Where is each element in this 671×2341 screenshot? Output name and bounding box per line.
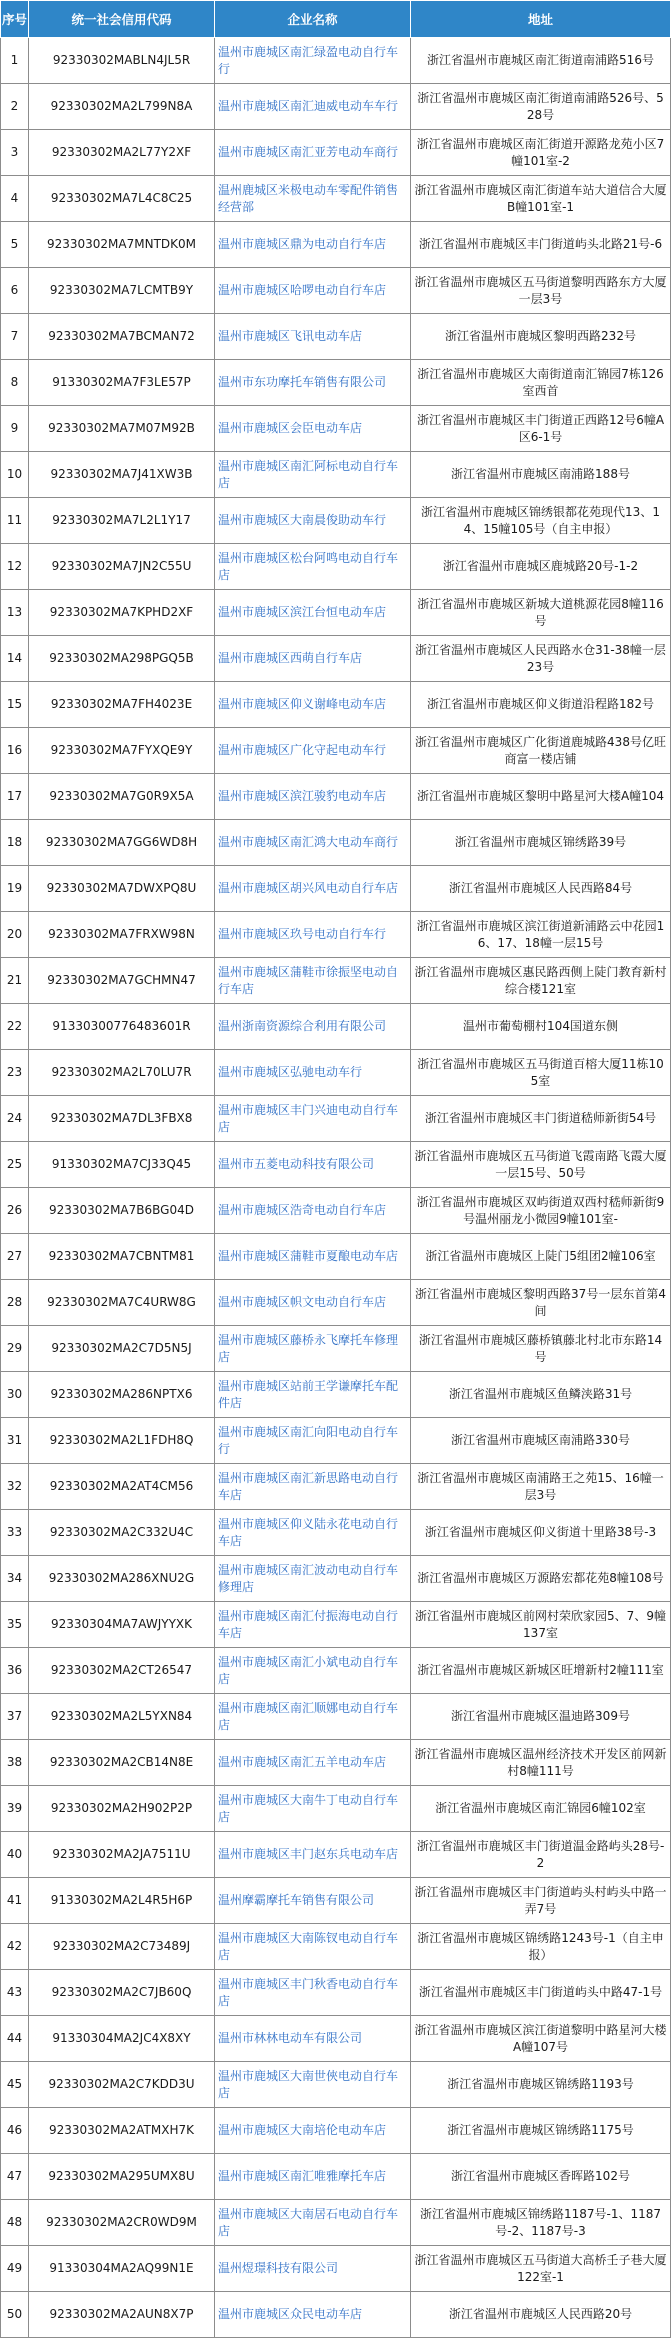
table-row [1,1556,671,1602]
company-name-link[interactable]: 温州市鹿城区滨江台恒电动车店 [215,590,411,636]
credit-code-cell: 92330302MA2L5YXN84 [29,1694,215,1740]
row-index-cell: 39 [1,1786,29,1832]
table-row [1,1372,671,1418]
address-cell: 浙江省温州市鹿城区仰义街道沿程路182号 [411,682,671,728]
credit-code-cell: 92330302MA7GG6WD8H [29,820,215,866]
address-cell: 浙江省温州市鹿城区五马街道百榕大厦11栋105室 [411,1050,671,1096]
row-index-cell: 4 [1,176,29,222]
credit-code-cell: 92330302MA2JA7511U [29,1832,215,1878]
company-name-link[interactable]: 温州市鹿城区胡兴风电动自行车店 [215,866,411,912]
company-name-link[interactable]: 温州市鹿城区玖号电动自行车行 [215,912,411,958]
row-index-cell: 30 [1,1372,29,1418]
table-row [1,2246,671,2292]
row-index-cell: 41 [1,1878,29,1924]
company-name-link[interactable]: 温州市鹿城区飞讯电动车店 [215,314,411,360]
address-cell: 浙江省温州市鹿城区南汇街道南浦路526号、528号 [411,84,671,130]
row-index-cell: 37 [1,1694,29,1740]
table-row [1,84,671,130]
row-index-cell: 44 [1,2016,29,2062]
row-index-cell: 46 [1,2108,29,2154]
table-body [1,38,671,2338]
table-row [1,1326,671,1372]
address-cell: 浙江省温州市鹿城区藤桥镇藤北村北市东路14号 [411,1326,671,1372]
row-index-cell: 14 [1,636,29,682]
address-cell: 浙江省温州市鹿城区黎明西路232号 [411,314,671,360]
row-index-cell: 17 [1,774,29,820]
header-company-name: 企业名称 [215,1,411,38]
row-index-cell: 35 [1,1602,29,1648]
row-index-cell: 26 [1,1188,29,1234]
address-cell: 温州市葡萄棚村104国道东侧 [411,1004,671,1050]
row-index-cell: 34 [1,1556,29,1602]
credit-code-cell: 92330302MA2L70LU7R [29,1050,215,1096]
address-cell: 浙江省温州市鹿城区温州经济技术开发区前网新村8幢111号 [411,1740,671,1786]
row-index-cell: 12 [1,544,29,590]
company-name-link[interactable]: 温州市鹿城区大南世俠电动自行车店 [215,2062,411,2108]
row-index-cell: 23 [1,1050,29,1096]
company-name-link[interactable]: 温州市鹿城区藤桥永飞摩托车修理店 [215,1326,411,1372]
company-name-link[interactable]: 温州市林林电动车有限公司 [215,2016,411,2062]
address-cell: 浙江省温州市鹿城区鱼鳞浃路31号 [411,1372,671,1418]
table-row [1,1234,671,1280]
table-row [1,1878,671,1924]
address-cell: 浙江省温州市鹿城区锦绣路1193号 [411,2062,671,2108]
table-row [1,2062,671,2108]
row-index-cell: 20 [1,912,29,958]
credit-code-cell: 92330302MA298PGQ5B [29,636,215,682]
company-name-link[interactable]: 温州市鹿城区西萌自行车店 [215,636,411,682]
company-name-link[interactable]: 温州市鹿城区南汇顺娜电动自行车店 [215,1694,411,1740]
row-index-cell: 5 [1,222,29,268]
address-cell: 浙江省温州市鹿城区五马街道黎明西路东方大厦一层3号 [411,268,671,314]
row-index-cell: 10 [1,452,29,498]
company-name-link[interactable]: 温州市鹿城区南汇鸿大电动车商行 [215,820,411,866]
credit-code-cell: 92330302MA2CB14N8E [29,1740,215,1786]
credit-code-cell: 92330302MA2H902P2P [29,1786,215,1832]
credit-code-cell: 92330302MA7FYXQE9Y [29,728,215,774]
address-cell: 浙江省温州市鹿城区五马街道大高桥壬子巷大厦122室-1 [411,2246,671,2292]
row-index-cell: 48 [1,2200,29,2246]
address-cell: 浙江省温州市鹿城区锦绣银都花苑现代13、14、15幢105号（自主申报） [411,498,671,544]
company-name-link[interactable]: 温州摩霸摩托车销售有限公司 [215,1878,411,1924]
credit-code-cell: 92330302MA7MNTDK0M [29,222,215,268]
company-name-link[interactable]: 温州市鹿城区帜文电动自行车店 [215,1280,411,1326]
address-cell: 浙江省温州市鹿城区新城区旺增新村2幢111室 [411,1648,671,1694]
credit-code-cell: 92330302MA2C7KDD3U [29,2062,215,2108]
credit-code-cell: 92330302MA7G0R9X5A [29,774,215,820]
address-cell: 浙江省温州市鹿城区锦绣路39号 [411,820,671,866]
table-row [1,2200,671,2246]
credit-code-cell: 91330302MA7F3LE57P [29,360,215,406]
credit-code-cell: 92330302MA7DL3FBX8 [29,1096,215,1142]
header-address: 地址 [411,1,671,38]
table-row [1,866,671,912]
company-name-link[interactable]: 温州市鹿城区南汇五羊电动车店 [215,1740,411,1786]
address-cell: 浙江省温州市鹿城区丰门街道屿头北路21号-6 [411,222,671,268]
address-cell: 浙江省温州市鹿城区南浦路330号 [411,1418,671,1464]
company-name-link[interactable]: 温州市鹿城区浩奇电动自行车店 [215,1188,411,1234]
row-index-cell: 22 [1,1004,29,1050]
row-index-cell: 33 [1,1510,29,1556]
credit-code-cell: 92330302MA7B6BG04D [29,1188,215,1234]
table-row [1,774,671,820]
header-credit-code: 统一社会信用代码 [29,1,215,38]
table-row [1,1418,671,1464]
company-name-link[interactable]: 温州市鹿城区松台阿鸣电动自行车店 [215,544,411,590]
table-row [1,38,671,84]
address-cell: 浙江省温州市鹿城区广化街道鹿城路438号亿旺商富一楼店铺 [411,728,671,774]
company-name-link[interactable]: 温州市鹿城区众民电动车店 [215,2292,411,2338]
row-index-cell: 6 [1,268,29,314]
credit-code-cell: 91330302MA7CJ33Q45 [29,1142,215,1188]
address-cell: 浙江省温州市鹿城区温迪路309号 [411,1694,671,1740]
row-index-cell: 43 [1,1970,29,2016]
company-name-link[interactable]: 温州市鹿城区丰门秋香电动自行车店 [215,1970,411,2016]
table-row [1,682,671,728]
row-index-cell: 1 [1,38,29,84]
table-row [1,452,671,498]
table-row [1,2016,671,2062]
address-cell: 浙江省温州市鹿城区丰门街道屿头村屿头中路一弄7号 [411,1878,671,1924]
credit-code-cell: 92330302MA7FH4023E [29,682,215,728]
company-name-link[interactable]: 温州市鹿城区仰义陆永花电动自行车店 [215,1510,411,1556]
table-row [1,1970,671,2016]
table-row [1,1280,671,1326]
table-row [1,1050,671,1096]
company-name-link[interactable]: 温州浙南资源综合利用有限公司 [215,1004,411,1050]
credit-code-cell: 91330300776483601R [29,1004,215,1050]
table-row [1,2292,671,2338]
table-row [1,130,671,176]
table-row [1,1648,671,1694]
row-index-cell: 9 [1,406,29,452]
credit-code-cell: 92330302MA2C7JB60Q [29,1970,215,2016]
row-index-cell: 7 [1,314,29,360]
header-index: 序号 [1,1,29,38]
company-name-link[interactable]: 温州市鹿城区丰门兴迪电动自行车店 [215,1096,411,1142]
row-index-cell: 29 [1,1326,29,1372]
row-index-cell: 15 [1,682,29,728]
row-index-cell: 19 [1,866,29,912]
table-row [1,498,671,544]
address-cell: 浙江省温州市鹿城区南汇街道车站大道信合大厦B幢101室-1 [411,176,671,222]
row-index-cell: 11 [1,498,29,544]
credit-code-cell: 92330302MA2C332U4C [29,1510,215,1556]
address-cell: 浙江省温州市鹿城区南汇锦园6幢102室 [411,1786,671,1832]
row-index-cell: 38 [1,1740,29,1786]
table-row [1,912,671,958]
company-name-link[interactable]: 温州市鹿城区南汇阿标电动自行车店 [215,452,411,498]
table-row [1,1786,671,1832]
company-name-link[interactable]: 温州市鹿城区南汇亚芳电动车商行 [215,130,411,176]
company-name-link[interactable]: 温州市鹿城区仰义谢峰电动车店 [215,682,411,728]
address-cell: 浙江省温州市鹿城区人民西路20号 [411,2292,671,2338]
credit-code-cell: 92330302MA2CR0WD9M [29,2200,215,2246]
credit-code-cell: 92330302MA7J41XW3B [29,452,215,498]
table-row [1,590,671,636]
table-row [1,1602,671,1648]
company-name-link[interactable]: 温州市鹿城区弘驰电动车行 [215,1050,411,1096]
address-cell: 浙江省温州市鹿城区南浦路王之苑15、16幢一层3号 [411,1464,671,1510]
table-row [1,544,671,590]
row-index-cell: 32 [1,1464,29,1510]
table-row [1,314,671,360]
credit-code-cell: 92330302MA2L1FDH8Q [29,1418,215,1464]
credit-code-cell: 91330304MA2AQ99N1E [29,2246,215,2292]
row-index-cell: 49 [1,2246,29,2292]
table-row [1,360,671,406]
credit-code-cell: 92330302MA7BCMAN72 [29,314,215,360]
table-row [1,1188,671,1234]
company-name-link[interactable]: 温州市鹿城区大南晨俊助动车行 [215,498,411,544]
address-cell: 浙江省温州市鹿城区惠民路西侧上陡门教育新村综合楼121室 [411,958,671,1004]
address-cell: 浙江省温州市鹿城区滨江街道新浦路云中花园16、17、18幢一层15号 [411,912,671,958]
row-index-cell: 3 [1,130,29,176]
table-row [1,820,671,866]
address-cell: 浙江省温州市鹿城区锦绣路1175号 [411,2108,671,2154]
company-name-link[interactable]: 温州鹿城区米极电动车零配件销售经营部 [215,176,411,222]
company-name-link[interactable]: 温州市鹿城区南汇绿盈电动自行车行 [215,38,411,84]
row-index-cell: 28 [1,1280,29,1326]
company-name-link[interactable]: 温州市鹿城区南汇迪威电动车车行 [215,84,411,130]
row-index-cell: 27 [1,1234,29,1280]
company-name-link[interactable]: 温州市鹿城区鼎为电动自行车店 [215,222,411,268]
credit-code-cell: 92330302MA295UMX8U [29,2154,215,2200]
header-row [1,1,671,38]
table-row [1,1142,671,1188]
credit-code-cell: 92330302MA2L77Y2XF [29,130,215,176]
row-index-cell: 16 [1,728,29,774]
credit-code-cell: 92330302MA2AUN8X7P [29,2292,215,2338]
table-row [1,728,671,774]
credit-code-cell: 92330302MA2ATMXH7K [29,2108,215,2154]
row-index-cell: 50 [1,2292,29,2338]
company-name-link[interactable]: 温州市鹿城区南汇付振海电动自行车店 [215,1602,411,1648]
address-cell: 浙江省温州市鹿城区新城大道桃源花园8幢116号 [411,590,671,636]
address-cell: 浙江省温州市鹿城区双屿街道双西村嵇师新街9号温州丽龙小微园9幢101室- [411,1188,671,1234]
credit-code-cell: 92330302MA7M07M92B [29,406,215,452]
row-index-cell: 40 [1,1832,29,1878]
company-name-link[interactable]: 温州市鹿城区蒲鞋市夏酿电动车店 [215,1234,411,1280]
credit-code-cell: 92330302MA7L2L1Y17 [29,498,215,544]
company-name-link[interactable]: 温州市鹿城区丰门赵东兵电动车店 [215,1832,411,1878]
credit-code-cell: 92330302MA2AT4CM56 [29,1464,215,1510]
company-name-link[interactable]: 温州市鹿城区哈啰电动自行车店 [215,268,411,314]
company-name-link[interactable]: 温州市东功摩托车销售有限公司 [215,360,411,406]
company-name-link[interactable]: 温州市鹿城区大南陈钗电动自行车店 [215,1924,411,1970]
credit-code-cell: 92330302MA286NPTX6 [29,1372,215,1418]
company-name-link[interactable]: 温州市鹿城区会臣电动车店 [215,406,411,452]
table-row [1,1004,671,1050]
address-cell: 浙江省温州市鹿城区黎明西路37号一层东首第4间 [411,1280,671,1326]
company-name-link[interactable]: 温州市五菱电动科技有限公司 [215,1142,411,1188]
table-row [1,958,671,1004]
address-cell: 浙江省温州市鹿城区前网村荣欣家园5、7、9幢137室 [411,1602,671,1648]
company-name-link[interactable]: 温州市鹿城区滨江骏豹电动车店 [215,774,411,820]
address-cell: 浙江省温州市鹿城区鹿城路20号-1-2 [411,544,671,590]
table-row [1,1924,671,1970]
credit-code-cell: 92330302MA7C4URW8G [29,1280,215,1326]
address-cell: 浙江省温州市鹿城区万源路宏都花苑8幢108号 [411,1556,671,1602]
row-index-cell: 47 [1,2154,29,2200]
address-cell: 浙江省温州市鹿城区南浦路188号 [411,452,671,498]
address-cell: 浙江省温州市鹿城区滨江街道黎明中路星河大楼A幢107号 [411,2016,671,2062]
credit-code-cell: 92330302MA2CT26547 [29,1648,215,1694]
credit-code-cell: 91330304MA2JC4X8XY [29,2016,215,2062]
row-index-cell: 8 [1,360,29,406]
credit-code-cell: 92330304MA7AWJYYXK [29,1602,215,1648]
address-cell: 浙江省温州市鹿城区大南街道南汇锦园7栋126室西首 [411,360,671,406]
credit-code-cell: 92330302MA7FRXW98N [29,912,215,958]
company-name-link[interactable]: 温州市鹿城区大南培伦电动车店 [215,2108,411,2154]
address-cell: 浙江省温州市鹿城区丰门街道屿头中路47-1号 [411,1970,671,2016]
row-index-cell: 36 [1,1648,29,1694]
credit-code-cell: 92330302MA2C73489J [29,1924,215,1970]
table-row [1,268,671,314]
credit-code-cell: 91330302MA2L4R5H6P [29,1878,215,1924]
company-name-link[interactable]: 温州煜璟科技有限公司 [215,2246,411,2292]
address-cell: 浙江省温州市鹿城区锦绣路1187号-1、1187号-2、1187号-3 [411,2200,671,2246]
address-cell: 浙江省温州市鹿城区上陡门5组团2幢106室 [411,1234,671,1280]
address-cell: 浙江省温州市鹿城区人民西路水仓31-38幢一层23号 [411,636,671,682]
table-row [1,1096,671,1142]
table-row [1,636,671,682]
company-name-link[interactable]: 温州市鹿城区南汇新思路电动自行车店 [215,1464,411,1510]
row-index-cell: 25 [1,1142,29,1188]
address-cell: 浙江省温州市鹿城区锦绣路1243号-1（自主申报） [411,1924,671,1970]
address-cell: 浙江省温州市鹿城区黎明中路星河大楼A幢104 [411,774,671,820]
credit-code-cell: 92330302MA286XNU2G [29,1556,215,1602]
table-row [1,406,671,452]
row-index-cell: 24 [1,1096,29,1142]
table-row [1,1832,671,1878]
company-name-link[interactable]: 温州市鹿城区大南牛丁电动自行车店 [215,1786,411,1832]
company-name-link[interactable]: 温州市鹿城区广化守起电动车行 [215,728,411,774]
company-name-link[interactable]: 温州市鹿城区南汇向阳电动自行车行 [215,1418,411,1464]
table-row [1,176,671,222]
address-cell: 浙江省温州市鹿城区丰门街道正西路12号6幢A区6-1号 [411,406,671,452]
company-name-link[interactable]: 温州市鹿城区南汇小斌电动自行车店 [215,1648,411,1694]
row-index-cell: 45 [1,2062,29,2108]
credit-code-cell: 92330302MA7GCHMN47 [29,958,215,1004]
row-index-cell: 13 [1,590,29,636]
credit-code-cell: 92330302MABLN4JL5R [29,38,215,84]
credit-code-cell: 92330302MA7CBNTM81 [29,1234,215,1280]
table-row [1,1510,671,1556]
row-index-cell: 21 [1,958,29,1004]
credit-code-cell: 92330302MA2C7D5N5J [29,1326,215,1372]
table-row [1,2154,671,2200]
company-name-link[interactable]: 温州市鹿城区南汇唯雅摩托车店 [215,2154,411,2200]
credit-code-cell: 92330302MA7LCMTB9Y [29,268,215,314]
company-name-link[interactable]: 温州市鹿城区大南居石电动自行车店 [215,2200,411,2246]
credit-code-cell: 92330302MA7JN2C55U [29,544,215,590]
address-cell: 浙江省温州市鹿城区南汇街道开源路龙苑小区7幢101室-2 [411,130,671,176]
row-index-cell: 31 [1,1418,29,1464]
credit-code-cell: 92330302MA7DWXPQ8U [29,866,215,912]
address-cell: 浙江省温州市鹿城区仰义街道十里路38号-3 [411,1510,671,1556]
company-name-link[interactable]: 温州市鹿城区蒲鞋市徐振坚电动自行车店 [215,958,411,1004]
row-index-cell: 42 [1,1924,29,1970]
table-row [1,2108,671,2154]
row-index-cell: 2 [1,84,29,130]
credit-code-cell: 92330302MA7KPHD2XF [29,590,215,636]
address-cell: 浙江省温州市鹿城区香晖路102号 [411,2154,671,2200]
row-index-cell: 18 [1,820,29,866]
table-row [1,222,671,268]
table-row [1,1464,671,1510]
table-row [1,1740,671,1786]
address-cell: 浙江省温州市鹿城区人民西路84号 [411,866,671,912]
address-cell: 浙江省温州市鹿城区南汇街道南浦路516号 [411,38,671,84]
company-name-link[interactable]: 温州市鹿城区站前王学谦摩托车配件店 [215,1372,411,1418]
credit-code-cell: 92330302MA2L799N8A [29,84,215,130]
company-name-link[interactable]: 温州市鹿城区南汇波动电动自行车修理店 [215,1556,411,1602]
credit-code-cell: 92330302MA7L4C8C25 [29,176,215,222]
table-row [1,1694,671,1740]
address-cell: 浙江省温州市鹿城区五马街道飞霞南路飞霞大厦一层15号、50号 [411,1142,671,1188]
address-cell: 浙江省温州市鹿城区丰门街道温金路屿头28号-2 [411,1832,671,1878]
address-cell: 浙江省温州市鹿城区丰门街道嵇师新街54号 [411,1096,671,1142]
table-header [1,1,671,38]
